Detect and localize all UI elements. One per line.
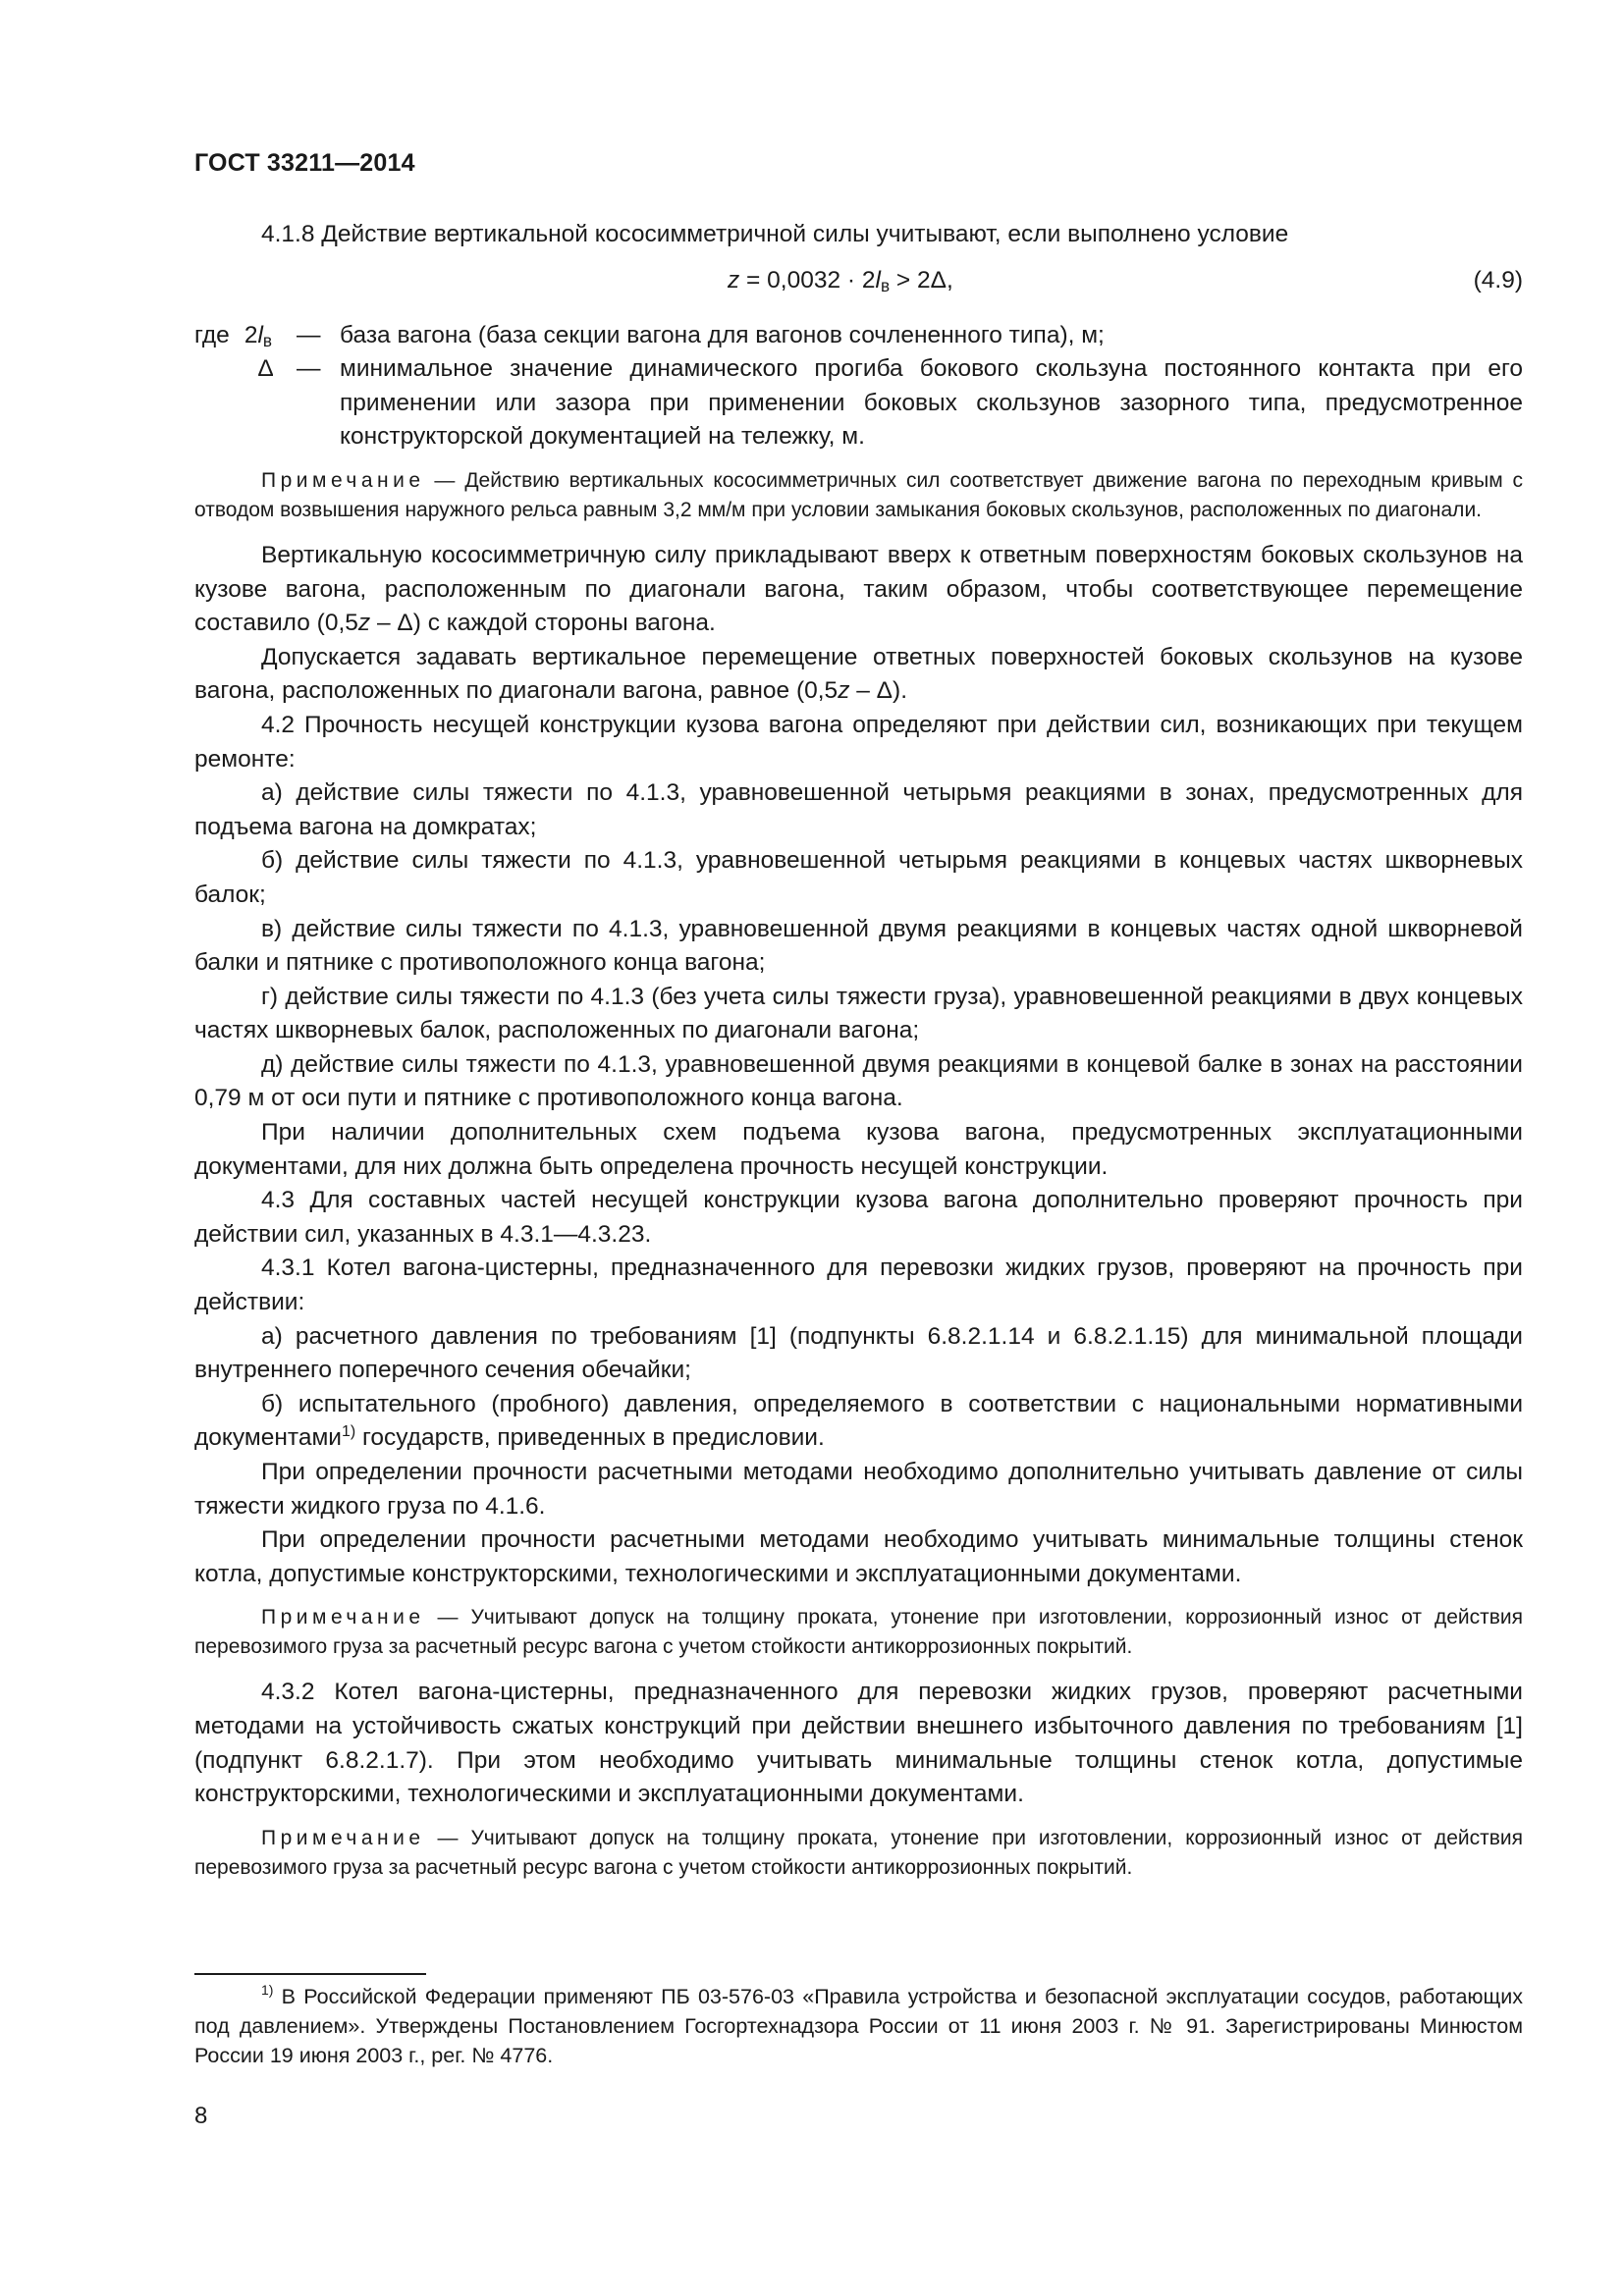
- formula-number: (4.9): [1473, 266, 1523, 294]
- list-item-4-2-a: а) действие силы тяжести по 4.1.3, уравновешенной четырьмя реакциями в зонах, предусмотренных для подъема вагона на домкратах;: [194, 779, 1523, 840]
- paragraph-vertical-force: Вертикальную кососимметричную силу прикладывают вверх к ответным поверхностям боковых скользунов на кузове вагона, расположенным по диагонали вагона, таким образом, чтобы соответствующее перемещение составило (0,5z – Δ) с каждой стороны вагона.: [194, 541, 1523, 637]
- where-row-delta: [194, 352, 1523, 454]
- page-number: 8: [194, 2103, 208, 2129]
- note-2: Примечание — Учитывают допуск на толщину проката, утонение при изготовлении, коррозионный износ от действия перевозимого груза за расчетный ресурс вагона с учетом стойкости антикоррозионных покрытий.: [194, 1606, 1523, 1659]
- paragraph-calc-thickness: При определении прочности расчетными методами необходимо учитывать минимальные толщины стенок котла, допустимые конструкторскими, технологическими и эксплуатационными документами.: [194, 1526, 1523, 1587]
- paragraph-calc-pressure: При определении прочности расчетными методами необходимо дополнительно учитывать давление от силы тяжести жидкого груза по 4.1.6.: [194, 1459, 1523, 1520]
- where-dash: —: [297, 321, 321, 348]
- where-text: база вагона (база секции вагона для вагонов сочлененного типа), м;: [340, 321, 1105, 348]
- list-item-4-2-c: в) действие силы тяжести по 4.1.3, уравновешенной двумя реакциями в концевых частях одной шкворневой балки и пятнике с противоположного конца вагона;: [194, 915, 1523, 977]
- footnote: $^{1)}$ В Российской Федерации применяют ПБ 03-576-03 «Правила устройства и безопасной эксплуатации сосудов, работающих под давлением». Утверждены Постановлением Госгортехнадзора России от 11 июня 2003 г. № 91. Зарегистрированы Минюстом России 19 июня 2003 г., рег. № 4776.: [194, 1982, 1523, 2067]
- where-row-base: [194, 319, 1523, 353]
- where-label: где: [194, 321, 230, 348]
- footnote-marker: 1): [261, 1982, 274, 1998]
- list-item-4-3-1-b: б) испытательного (пробного) давления, определяемого в соответствии с национальными нормативными документами$^{1)}$ государств, приведенных в предисловии.: [194, 1390, 1523, 1452]
- paragraph-4-1-8: 4.1.8 Действие вертикальной кососимметричной силы учитывают, если выполнено условие: [261, 221, 1289, 247]
- document-header: ГОСТ 33211—2014: [194, 149, 415, 177]
- footnote-reference: 1): [342, 1423, 356, 1441]
- paragraph-4-3: 4.3 Для составных частей несущей конструкции кузова вагона дополнительно проверяют прочность при действии сил, указанных в 4.3.1—4.3.23.: [194, 1187, 1523, 1248]
- where-definitions: [194, 319, 1523, 454]
- list-item-4-2-d: г) действие силы тяжести по 4.1.3 (без учета силы тяжести груза), уравновешенной реакциями в двух концевых частях шкворневых балок, расположенных по диагонали вагона;: [194, 983, 1523, 1044]
- note-1: Примечание — Действию вертикальных кососимметричных сил соответствует движение вагона по переходным кривым с отводом возвышения наружного рельса равным 3,2 мм/м при условии замыкания боковых скользунов, расположенных по диагонали.: [194, 468, 1523, 521]
- where-dash: —: [297, 355, 321, 383]
- note-3: Примечание — Учитывают допуск на толщину проката, утонение при изготовлении, коррозионный износ от действия перевозимого груза за расчетный ресурс вагона с учетом стойкости антикоррозионных покрытий.: [194, 1826, 1523, 1879]
- paragraph-4-3-1: 4.3.1 Котел вагона-цистерны, предназначенного для перевозки жидких грузов, проверяют на прочность при действии:: [194, 1255, 1523, 1316]
- where-symbol: Δ: [257, 355, 274, 383]
- document-body: [194, 218, 1523, 1896]
- formula-4-9: [194, 258, 1523, 315]
- paragraph-allowed-displacement: Допускается задавать вертикальное перемещение ответных поверхностей боковых скользунов на кузове вагона, расположенных по диагонали вагона, равное (0,5z – Δ).: [194, 643, 1523, 705]
- list-item-4-2-b: б) действие силы тяжести по 4.1.3, уравновешенной четырьмя реакциями в концевых частях шкворневых балок;: [194, 847, 1523, 908]
- where-text: минимальное значение динамического прогиба бокового скользуна постоянного контакта при его применении или зазора при применении боковых скользунов зазорного типа, предусмотренное конструкторской документацией на тележку, м.: [340, 355, 1523, 451]
- formula-expression: $z = 0,0032 \cdot 2l_в > 2\Delta$,: [728, 266, 953, 295]
- where-symbol: $2l_в$: [244, 321, 273, 350]
- paragraph-additional-schemes: При наличии дополнительных схем подъема кузова вагона, предусмотренных эксплуатационными документами, для них должна быть определена прочность несущей конструкции.: [194, 1119, 1523, 1180]
- list-item-4-3-1-a: а) расчетного давления по требованиям [1] (подпункты 6.8.2.1.14 и 6.8.2.1.15) для минимальной площади внутреннего поперечного сечения обечайки;: [194, 1322, 1523, 1384]
- list-item-4-2-e: д) действие силы тяжести по 4.1.3, уравновешенной двумя реакциями в концевой балке в зонах на расстоянии 0,79 м от оси пути и пятнике с противоположного конца вагона.: [194, 1050, 1523, 1112]
- footnote-divider: [194, 1973, 426, 1975]
- paragraph-4-3-2: 4.3.2 Котел вагона-цистерны, предназначенного для перевозки жидких грузов, проверяют расчетными методами на устойчивость сжатых конструкций при действии внешнего избыточного давления по требованиям [1] (подпункт 6.8.2.1.7). При этом необходимо учитывать минимальные толщины стенок котла, допустимые конструкторскими, технологическими и эксплуатационными документами.: [194, 1679, 1523, 1808]
- paragraph-4-2: 4.2 Прочность несущей конструкции кузова вагона определяют при действии сил, возникающих при текущем ремонте:: [194, 711, 1523, 773]
